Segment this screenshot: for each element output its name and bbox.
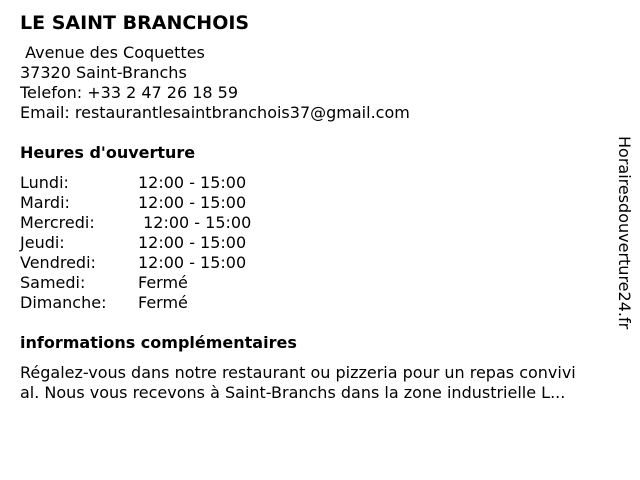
hours-row-sunday [20,293,610,313]
phone-line: Telefon: +33 2 47 26 18 59 [20,83,239,102]
restaurant-name: LE SAINT BRANCHOIS [20,12,250,34]
hours-day-label: Lundi: [20,173,69,192]
hours-day-label: Vendredi: [20,253,96,272]
hours-time-value: 12:00 - 15:00 [138,213,252,232]
address-city: 37320 Saint-Branchs [20,63,187,82]
hours-row-friday [20,253,610,273]
hours-time-value: 12:00 - 15:00 [138,193,247,212]
hours-time-value: Fermé [138,293,188,312]
email-line: Email: restaurantlesaintbranchois37@gmail.com [20,103,410,122]
hours-time-value: 12:00 - 15:00 [138,173,247,192]
opening-hours-table [20,173,610,313]
opening-hours-heading: Heures d'ouverture [20,143,196,162]
description-line-2: al. Nous vous recevons à Saint-Branchs dans la zone industrielle L... [20,383,566,402]
hours-day-label: Dimanche: [20,293,107,312]
hours-time-value: 12:00 - 15:00 [138,233,247,252]
hours-day-label: Samedi: [20,273,86,292]
address-street: Avenue des Coquettes [20,43,205,62]
hours-row-tuesday [20,193,610,213]
description-line-1: Régalez-vous dans notre restaurant ou pizzeria pour un repas convivi [20,363,576,382]
hours-time-value: Fermé [138,273,188,292]
hours-day-label: Jeudi: [20,233,65,252]
hours-day-label: Mardi: [20,193,70,212]
site-watermark: Horairesdouverture24.fr [615,136,634,330]
restaurant-card [20,10,610,403]
hours-row-wednesday [20,213,610,233]
hours-row-monday [20,173,610,193]
hours-day-label: Mercredi: [20,213,95,232]
hours-time-value: 12:00 - 15:00 [138,253,247,272]
hours-row-thursday [20,233,610,253]
additional-info-heading: informations complémentaires [20,333,297,352]
hours-row-saturday [20,273,610,293]
